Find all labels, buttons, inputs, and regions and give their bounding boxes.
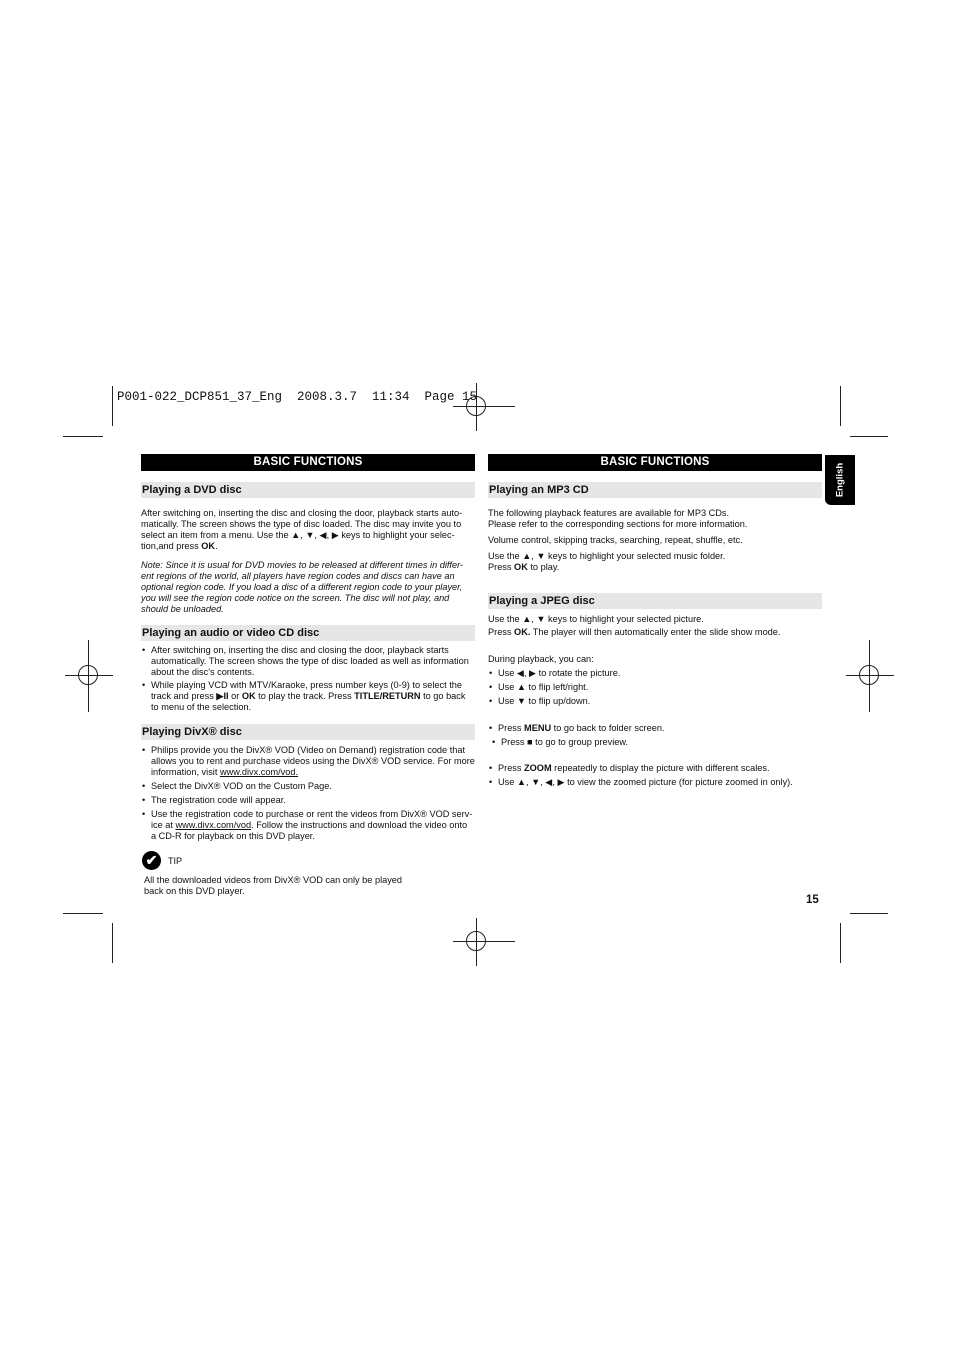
- crop-mark: [112, 923, 113, 963]
- tip-text: All the downloaded videos from DivX® VOD can only be played back on this DVD player.: [144, 875, 403, 896]
- language-tab: English: [825, 455, 855, 505]
- list-item: • Philips provide you the DivX® VOD (Video on Demand) registration code that allows you to rent and purchase videos using the DivX® VOD service. For more information, visit www.divx.com/vod.: [141, 745, 475, 778]
- list-item: • Press ZOOM repeatedly to display the picture with different scales.: [488, 763, 822, 774]
- registration-mark: [453, 918, 515, 966]
- jpeg-heading: Playing a JPEG disc: [488, 593, 822, 609]
- section-header: BASIC FUNCTIONS: [141, 454, 475, 471]
- print-slug: P001-022_DCP851_37_Eng 2008.3.7 11:34 Page 15: [117, 390, 478, 404]
- page-number: 15: [806, 894, 819, 906]
- jpeg-body: Use the ▲, ▼ keys to highlight your selected picture. Press OK. The player will then automatically enter the slide show mode. During playback, you can: • Use ◀, ▶ to rotate the picture. • Use ▲ to flip left/right. • Use ▼ to flip up/down. • Press MENU to go back to folder screen. • Press ■ to go to group preview. • Press ZOOM repeatedly to display the picture with different scales. • Use ▲, ▼, ◀, ▶ to view the zoomed picture (for picture zoomed in only).: [488, 614, 822, 788]
- cd-heading: Playing an audio or video CD disc: [141, 625, 475, 641]
- crop-mark: [850, 913, 888, 914]
- list-item: • After switching on, inserting the disc and closing the door, playback starts automatically. The screen shows the type of disc loaded as well as information about the disc's contents.: [141, 645, 475, 678]
- mp3-body: The following playback features are available for MP3 CDs. Please refer to the corresponding sections for more information. Volume control, skipping tracks, searching, repeat, shuffle, etc. Use the ▲, ▼ keys to highlight your selected music folder. Press OK to play.: [488, 508, 748, 572]
- list-item: • Use ▼ to flip up/down.: [488, 696, 822, 707]
- crop-mark: [840, 923, 841, 963]
- dvd-heading: Playing a DVD disc: [141, 482, 475, 498]
- right-column: [488, 454, 822, 788]
- list-item: • Use the registration code to purchase or rent the videos from DivX® VOD serv- ice at www.divx.com/vod. Follow the instructions and download the video onto a CD-R for playback on this DVD player.: [141, 809, 475, 842]
- list-item: • Use ◀, ▶ to rotate the picture.: [488, 668, 822, 679]
- left-column: [141, 454, 475, 842]
- section-header: BASIC FUNCTIONS: [488, 454, 822, 471]
- divx-heading: Playing DivX® disc: [141, 724, 475, 740]
- crop-mark: [112, 386, 113, 426]
- list-item: • The registration code will appear.: [141, 795, 475, 806]
- list-item: • Select the DivX® VOD on the Custom Page.: [141, 781, 475, 792]
- registration-mark: [846, 652, 894, 700]
- crop-mark: [840, 386, 841, 426]
- registration-mark: [65, 652, 113, 700]
- list-item: • Use ▲, ▼, ◀, ▶ to view the zoomed picture (for picture zoomed in only).: [488, 777, 822, 788]
- list-item: • While playing VCD with MTV/Karaoke, press number keys (0-9) to select the track and press ▶II or OK to play the track. Press TITLE/RETURN to go back to menu of the selection.: [141, 680, 475, 713]
- tip-label: TIP: [168, 856, 183, 866]
- crop-mark: [63, 913, 103, 914]
- cd-body: [141, 645, 475, 713]
- checkmark-icon: ✔: [142, 851, 161, 870]
- list-item: • Press MENU to go back to folder screen.: [488, 723, 822, 734]
- mp3-heading: Playing an MP3 CD: [488, 482, 822, 498]
- region-note: Note: Since it is usual for DVD movies to be released at different times in differ- ent regions of the world, all players have region codes and discs can have an optional region code. If you load a disc of a different region code to your player, you will see the region code notice on the screen. The disc will not play, and should be unloaded.: [141, 560, 464, 614]
- divx-link[interactable]: www.divx.com/vod: [175, 820, 252, 830]
- crop-mark: [63, 436, 103, 437]
- divx-body: [141, 745, 475, 842]
- dvd-body: After switching on, inserting the disc and closing the door, playback starts auto- matically. The screen shows the type of disc loaded. The disc may invite you to select an item from a menu. Use the ▲, ▼, ◀, ▶ keys to highlight your selec- tion,and press OK.: [141, 508, 463, 551]
- list-item: • Use ▲ to flip left/right.: [488, 682, 822, 693]
- divx-link[interactable]: www.divx.com/vod.: [219, 767, 299, 777]
- crop-mark: [850, 436, 888, 437]
- list-item: • Press ■ to go to group preview.: [491, 737, 822, 748]
